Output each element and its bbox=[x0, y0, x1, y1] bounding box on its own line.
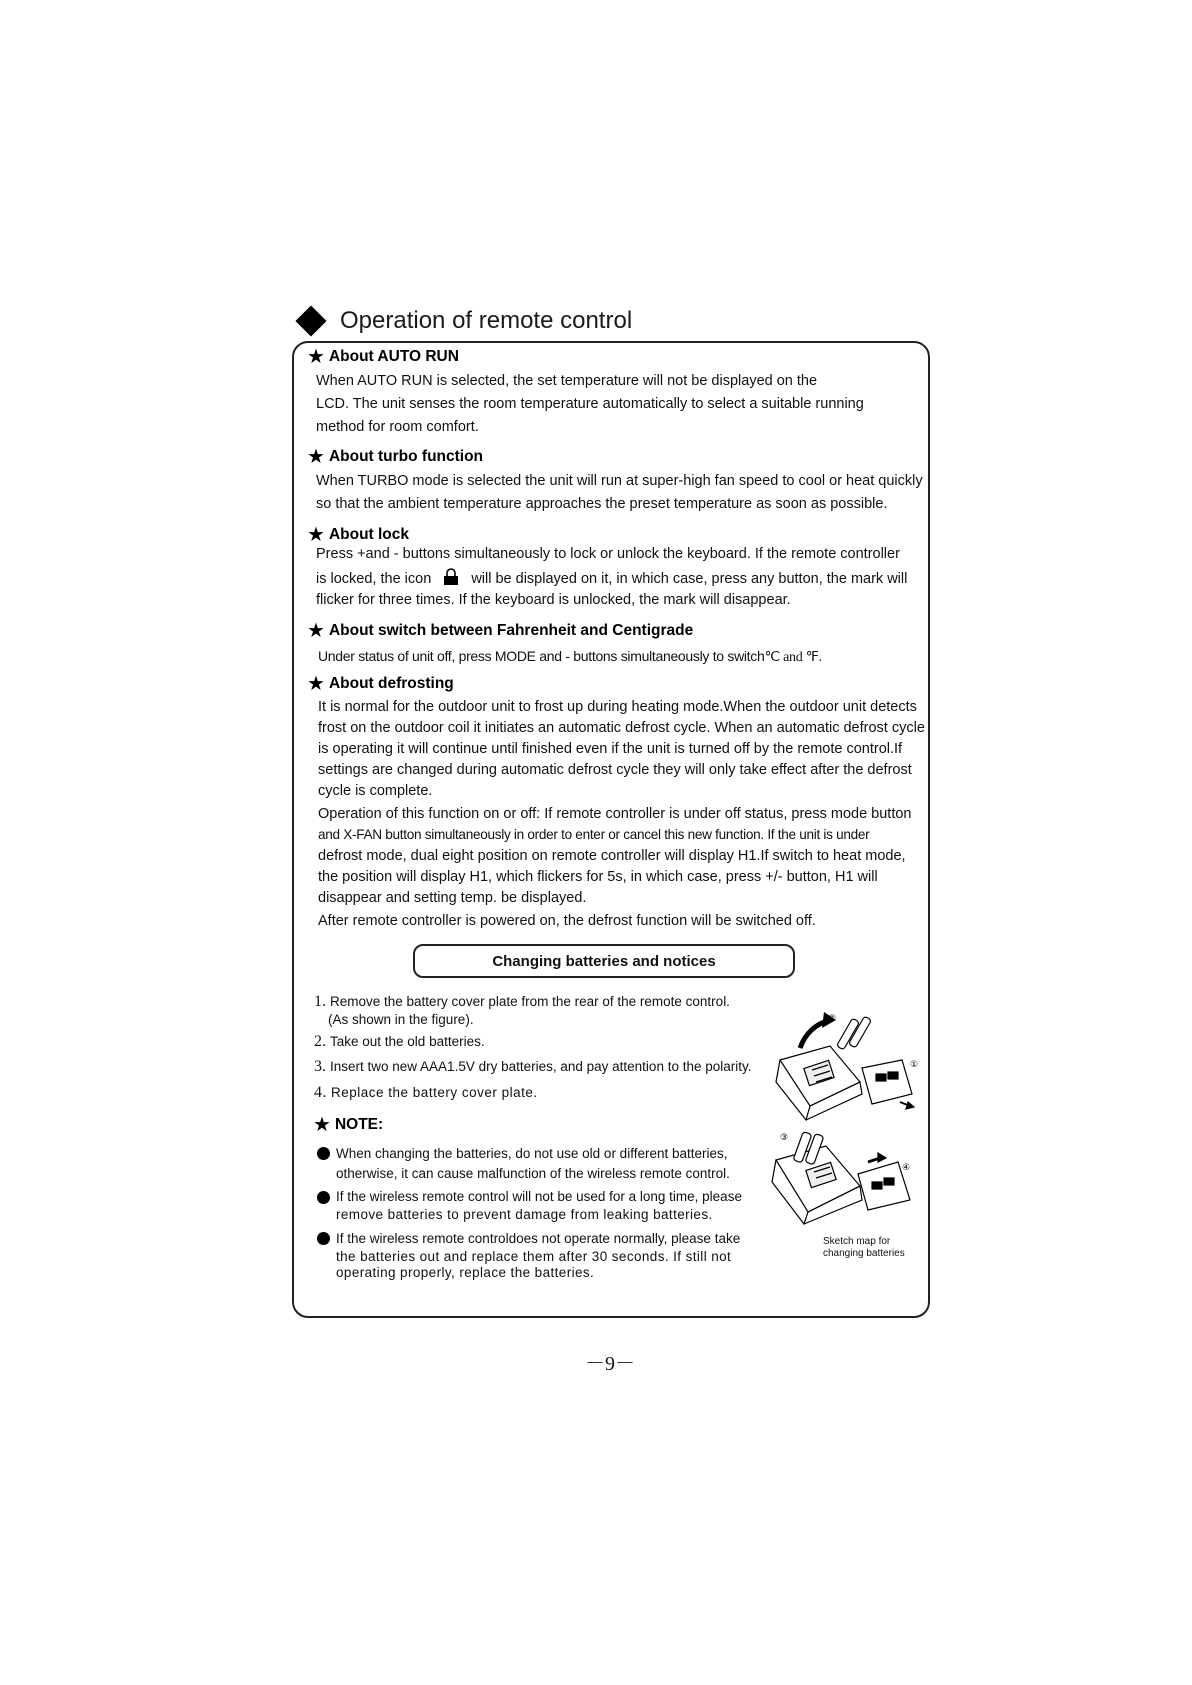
marker-1: ① bbox=[910, 1060, 919, 1070]
battery-step: 1. Remove the battery cover plate from the rear of the remote control. bbox=[314, 993, 730, 1010]
lock-icon bbox=[443, 568, 459, 590]
lock-line: Press +and - buttons simultaneously to lock or unlock the keyboard. If the remote controller bbox=[316, 546, 900, 562]
page-title bbox=[296, 304, 632, 338]
remote-rear-insert-illustration bbox=[772, 1132, 910, 1224]
temperature-units: ℃ and ℉. bbox=[764, 650, 822, 665]
defrost-line: and X-FAN button simultaneously in order to enter or cancel this new function. If the unit is under bbox=[318, 827, 870, 842]
marker-2: ② bbox=[828, 1014, 837, 1024]
lock-line: flicker for three times. If the keyboard is unlocked, the mark will disappear. bbox=[316, 592, 791, 608]
bullet-dot-icon bbox=[317, 1232, 330, 1245]
battery-step: 4. Replace the battery cover plate. bbox=[314, 1084, 538, 1101]
defrost-line: disappear and setting temp. be displayed. bbox=[318, 890, 587, 906]
note-line: If the wireless remote controldoes not operate normally, please take bbox=[336, 1231, 741, 1246]
marker-3: ③ bbox=[780, 1133, 789, 1143]
batteries-heading: Changing batteries and notices bbox=[492, 952, 716, 970]
defrost-line: After remote controller is powered on, the defrost function will be switched off. bbox=[318, 913, 816, 929]
section-heading-defrost: ★ About defrosting bbox=[307, 673, 454, 695]
defrost-line: frost on the outdoor coil it initiates an automatic defrost cycle. When an automatic defrost cycle bbox=[318, 720, 925, 736]
note-line: When changing the batteries, do not use old or different batteries, bbox=[336, 1146, 728, 1161]
turbo-line: When TURBO mode is selected the unit will run at super-high fan speed to cool or heat quickly bbox=[316, 473, 923, 489]
battery-step: 2. Take out the old batteries. bbox=[314, 1033, 485, 1050]
auto-run-line: LCD. The unit senses the room temperature automatically to select a suitable running bbox=[316, 396, 864, 412]
note-line: the batteries out and replace them after 30 seconds. If still not bbox=[336, 1249, 732, 1264]
defrost-line: settings are changed during automatic defrost cycle they will only take effect after the defrost bbox=[318, 762, 912, 778]
auto-run-line: method for room comfort. bbox=[316, 419, 479, 435]
star-icon: ★ bbox=[307, 346, 325, 368]
defrost-line: defrost mode, dual eight position on remote controller will display H1.If switch to heat mode, bbox=[318, 848, 906, 864]
note-line: operating properly, replace the batteries. bbox=[336, 1265, 595, 1280]
sketch-caption: Sketch map for changing batteries bbox=[823, 1236, 905, 1259]
star-icon: ★ bbox=[307, 620, 325, 642]
star-icon: ★ bbox=[313, 1114, 331, 1136]
defrost-line: It is normal for the outdoor unit to frost up during heating mode.When the outdoor unit detects bbox=[318, 699, 917, 715]
defrost-line: the position will display H1, which flickers for 5s, in which case, press +/- button, H1 will bbox=[318, 869, 878, 885]
lock-line: is locked, the icon will be displayed on it, in which case, press any button, the mark will bbox=[316, 568, 907, 590]
section-heading-fahrenheit: ★ About switch between Fahrenheit and Centigrade bbox=[307, 620, 694, 642]
turbo-line: so that the ambient temperature approaches the preset temperature as soon as possible. bbox=[316, 496, 888, 512]
defrost-line: cycle is complete. bbox=[318, 783, 433, 799]
section-heading-turbo: ★ About turbo function bbox=[307, 446, 484, 468]
star-icon: ★ bbox=[307, 524, 325, 546]
page-number: －9－ bbox=[585, 1353, 635, 1375]
battery-change-sketch bbox=[770, 1010, 930, 1235]
section-heading-auto-run: ★ About AUTO RUN bbox=[307, 346, 459, 368]
marker-4: ④ bbox=[902, 1163, 911, 1173]
note-line: remove batteries to prevent damage from leaking batteries. bbox=[336, 1207, 713, 1222]
star-icon: ★ bbox=[307, 446, 325, 468]
bullet-dot-icon bbox=[317, 1191, 330, 1204]
batteries-heading-box bbox=[413, 944, 795, 978]
diamond-bullet-icon bbox=[295, 305, 326, 336]
defrost-line: Operation of this function on or off: If remote controller is under off status, press mode button bbox=[318, 806, 912, 822]
page-title-text: Operation of remote control bbox=[340, 307, 633, 334]
defrost-line: is operating it will continue until finished even if the unit is turned off by the remote control.If bbox=[318, 741, 903, 757]
note-heading: ★ NOTE: bbox=[313, 1114, 384, 1136]
auto-run-line: When AUTO RUN is selected, the set temperature will not be displayed on the bbox=[316, 373, 818, 389]
battery-step: 3. Insert two new AAA1.5V dry batteries, and pay attention to the polarity. bbox=[314, 1058, 752, 1075]
battery-step-sub: (As shown in the figure). bbox=[328, 1012, 474, 1027]
section-heading-lock: ★ About lock bbox=[307, 524, 410, 546]
bullet-dot-icon bbox=[317, 1147, 330, 1160]
star-icon: ★ bbox=[307, 673, 325, 695]
note-line: If the wireless remote control will not be used for a long time, please bbox=[336, 1189, 742, 1204]
fahrenheit-line: Under status of unit off, press MODE and - buttons simultaneously to switch℃ and ℉. bbox=[318, 648, 822, 665]
note-line: otherwise, it can cause malfunction of the wireless remote control. bbox=[336, 1166, 730, 1181]
remote-rear-open-illustration bbox=[776, 1012, 914, 1120]
